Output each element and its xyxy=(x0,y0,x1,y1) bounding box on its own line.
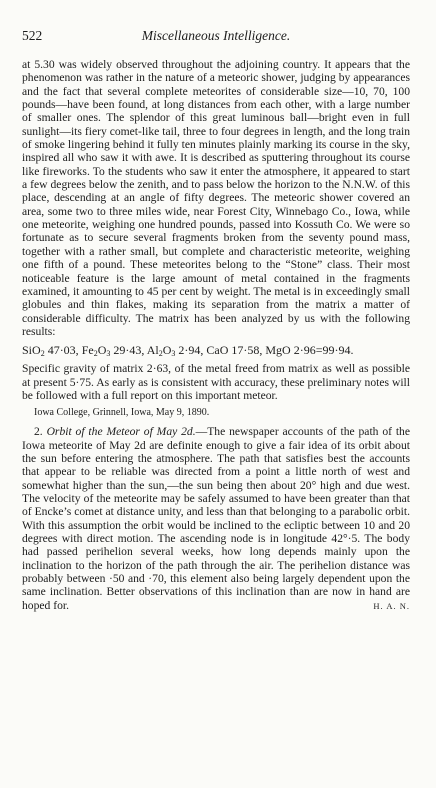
analysis-remaining-values: 2·94, CaO 17·58, MgO 2·96=99·94. xyxy=(175,343,354,358)
page-number: 522 xyxy=(22,28,43,43)
page-header xyxy=(22,28,410,48)
section-orbit-of-meteor xyxy=(22,425,410,612)
fe2o3-symbol-o: O xyxy=(97,343,107,358)
sio2-subscript: 2 xyxy=(40,349,45,359)
fe2o3-subscript-2: 3 xyxy=(106,349,111,359)
sio2-symbol: SiO xyxy=(22,343,41,358)
chemical-analysis xyxy=(22,342,410,358)
sio2-value: 47·03, xyxy=(44,343,82,358)
fe2o3-subscript-1: 2 xyxy=(93,349,98,359)
dateline: Iowa College, Grinnell, Iowa, May 9, 1890. xyxy=(34,407,210,419)
al2o3-subscript-1: 2 xyxy=(158,349,163,359)
running-title: Miscellaneous Intelligence. xyxy=(141,28,291,43)
al2o3-subscript-2: 3 xyxy=(171,349,176,359)
paragraph-meteorite-description: at 5.30 was widely observed throughout the adjoining country. It appears that the phenomenon was rather in the nature of a meteoric shower, judging by appearances and the fact that several complete meteorites of considerable size—10, 70, 100 pounds—have been found, at long distances from each other, with a large number of smaller ones. The splendor of this great luminous ball—bright even in full sunlight—its fiery comet-like tail, three to four degrees in length, and the long train of smoke lingering behind it fully ten minutes plainly marking its course in the sky, inspired all who saw it with awe. It is described as sputtering throughout its course like fireworks. To the students who saw it enter the atmosphere, it appeared to start a few degrees below the zenith, and to pass below the horizon to the N.N.W. of this place, descending at an angle of fifty degrees. The meteoric shower covered an area, some two to three miles wide, near Forest City, Winnebago Co., Iowa, while one meteorite, weighing one hundred pounds, passed into Kossuth Co. We were so fortunate as to secure several fragments broken from the seventy pound mass, together with a rather small, but complete and characteristic meteorite, weighing one fifth of a pound. These meteorites belong to the “Stone” class. Their most noticeable feature is the large amount of metal contained in the fragments examined, it amounting to 45 per cent by weight. The metal is in exceedingly small globules and thin flakes, making its separation from the matrix a matter of considerable difficulty. The matrix has been analyzed by us with the following results: xyxy=(22,58,410,338)
al2o3-symbol-al: Al xyxy=(146,343,159,358)
section-body: —The newspaper accounts of the path of the Iowa meteorite of May 2d are definite enough to give a fair idea of its orbit about the sun before entering the atmosphere. The path that satisfies best the accounts that appear to be reliable was directed from a point a little north of west and somewhat higher than the sun,—the sun being then about 20° high and due west. The velocity of the meteorite may be safely assumed to have been greater than that of Encke’s comet at distance unity, and less than that belonging to a parabolic orbit. With this assumption the orbit would be inclined to the ecliptic between 10 and 20 degrees with direct motion. The ascending node is in longitude 42°·5. The body had passed perihelion several weeks, how long depends mainly upon the inclination to the horizon of the path through the air. The perihelion distance was probably between ·50 and ·70, this element also being largely dependent upon the same inclination. Better observations of this inclination than are now in hand are hoped for. xyxy=(22,425,410,612)
section-number: 2. xyxy=(34,425,47,439)
paragraph-specific-gravity: Specific gravity of matrix 2·63, of the metal freed from matrix as well as possible at present 5·75. As early as is consistent with accuracy, these preliminary notes will be followed with a full report on this important meteor. xyxy=(22,362,410,402)
section-title: Orbit of the Meteor of May 2d. xyxy=(46,425,196,439)
author-signature: H. A. N. xyxy=(373,600,410,611)
fe2o3-symbol-fe: Fe xyxy=(81,343,94,358)
al2o3-symbol-o: O xyxy=(162,343,172,358)
fe2o3-value: 29·43, xyxy=(110,343,147,358)
